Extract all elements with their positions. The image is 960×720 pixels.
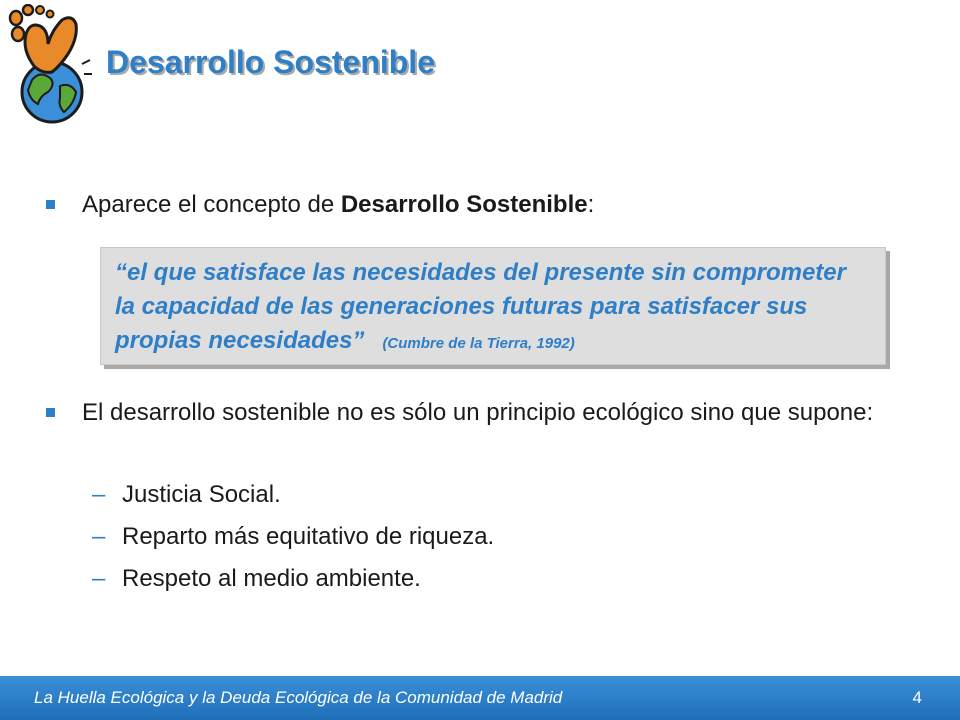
page-number: 4 [912, 688, 922, 707]
square-bullet-icon [46, 200, 55, 209]
square-bullet-icon [46, 408, 55, 417]
definition-quote-box [100, 247, 886, 365]
sub-item-text: Justicia Social. [122, 481, 281, 508]
sub-item-text: Respeto al medio ambiente. [122, 565, 421, 592]
bullet-concept-text [82, 188, 594, 222]
definition-quote-source: (Cumbre de la Tierra, 1992) [382, 335, 575, 352]
bullet-concept [46, 188, 926, 222]
sub-item-environment [92, 562, 421, 596]
bullet-implications [46, 396, 926, 464]
bullet-concept-prefix: Aparece el concepto de [82, 191, 341, 218]
sub-item-wealth-distribution [92, 520, 494, 554]
slide-title: Desarrollo Sostenible [106, 44, 435, 80]
sub-item-text: Reparto más equitativo de riqueza. [122, 523, 495, 550]
footer-title: La Huella Ecológica y la Deuda Ecológica de la Comunidad de Madrid [34, 688, 563, 707]
dash-marker: – [92, 481, 106, 508]
bullet-implications-text: El desarrollo sostenible no es sólo un principio ecológico sino que supone: [82, 399, 874, 426]
slide-footer [0, 676, 960, 720]
footprint-globe-logo-icon [4, 4, 94, 124]
bullet-concept-suffix: : [587, 191, 595, 218]
dash-marker: – [92, 565, 106, 592]
definition-quote-text: “el que satisface las necesidades del presente sin comprometer la capacidad de las generaciones futuras para satisfacer sus propias necesidades” [115, 259, 846, 354]
bullet-concept-bold: Desarrollo Sostenible [340, 191, 588, 218]
dash-marker: – [92, 523, 106, 550]
sub-item-social-justice [92, 478, 281, 512]
